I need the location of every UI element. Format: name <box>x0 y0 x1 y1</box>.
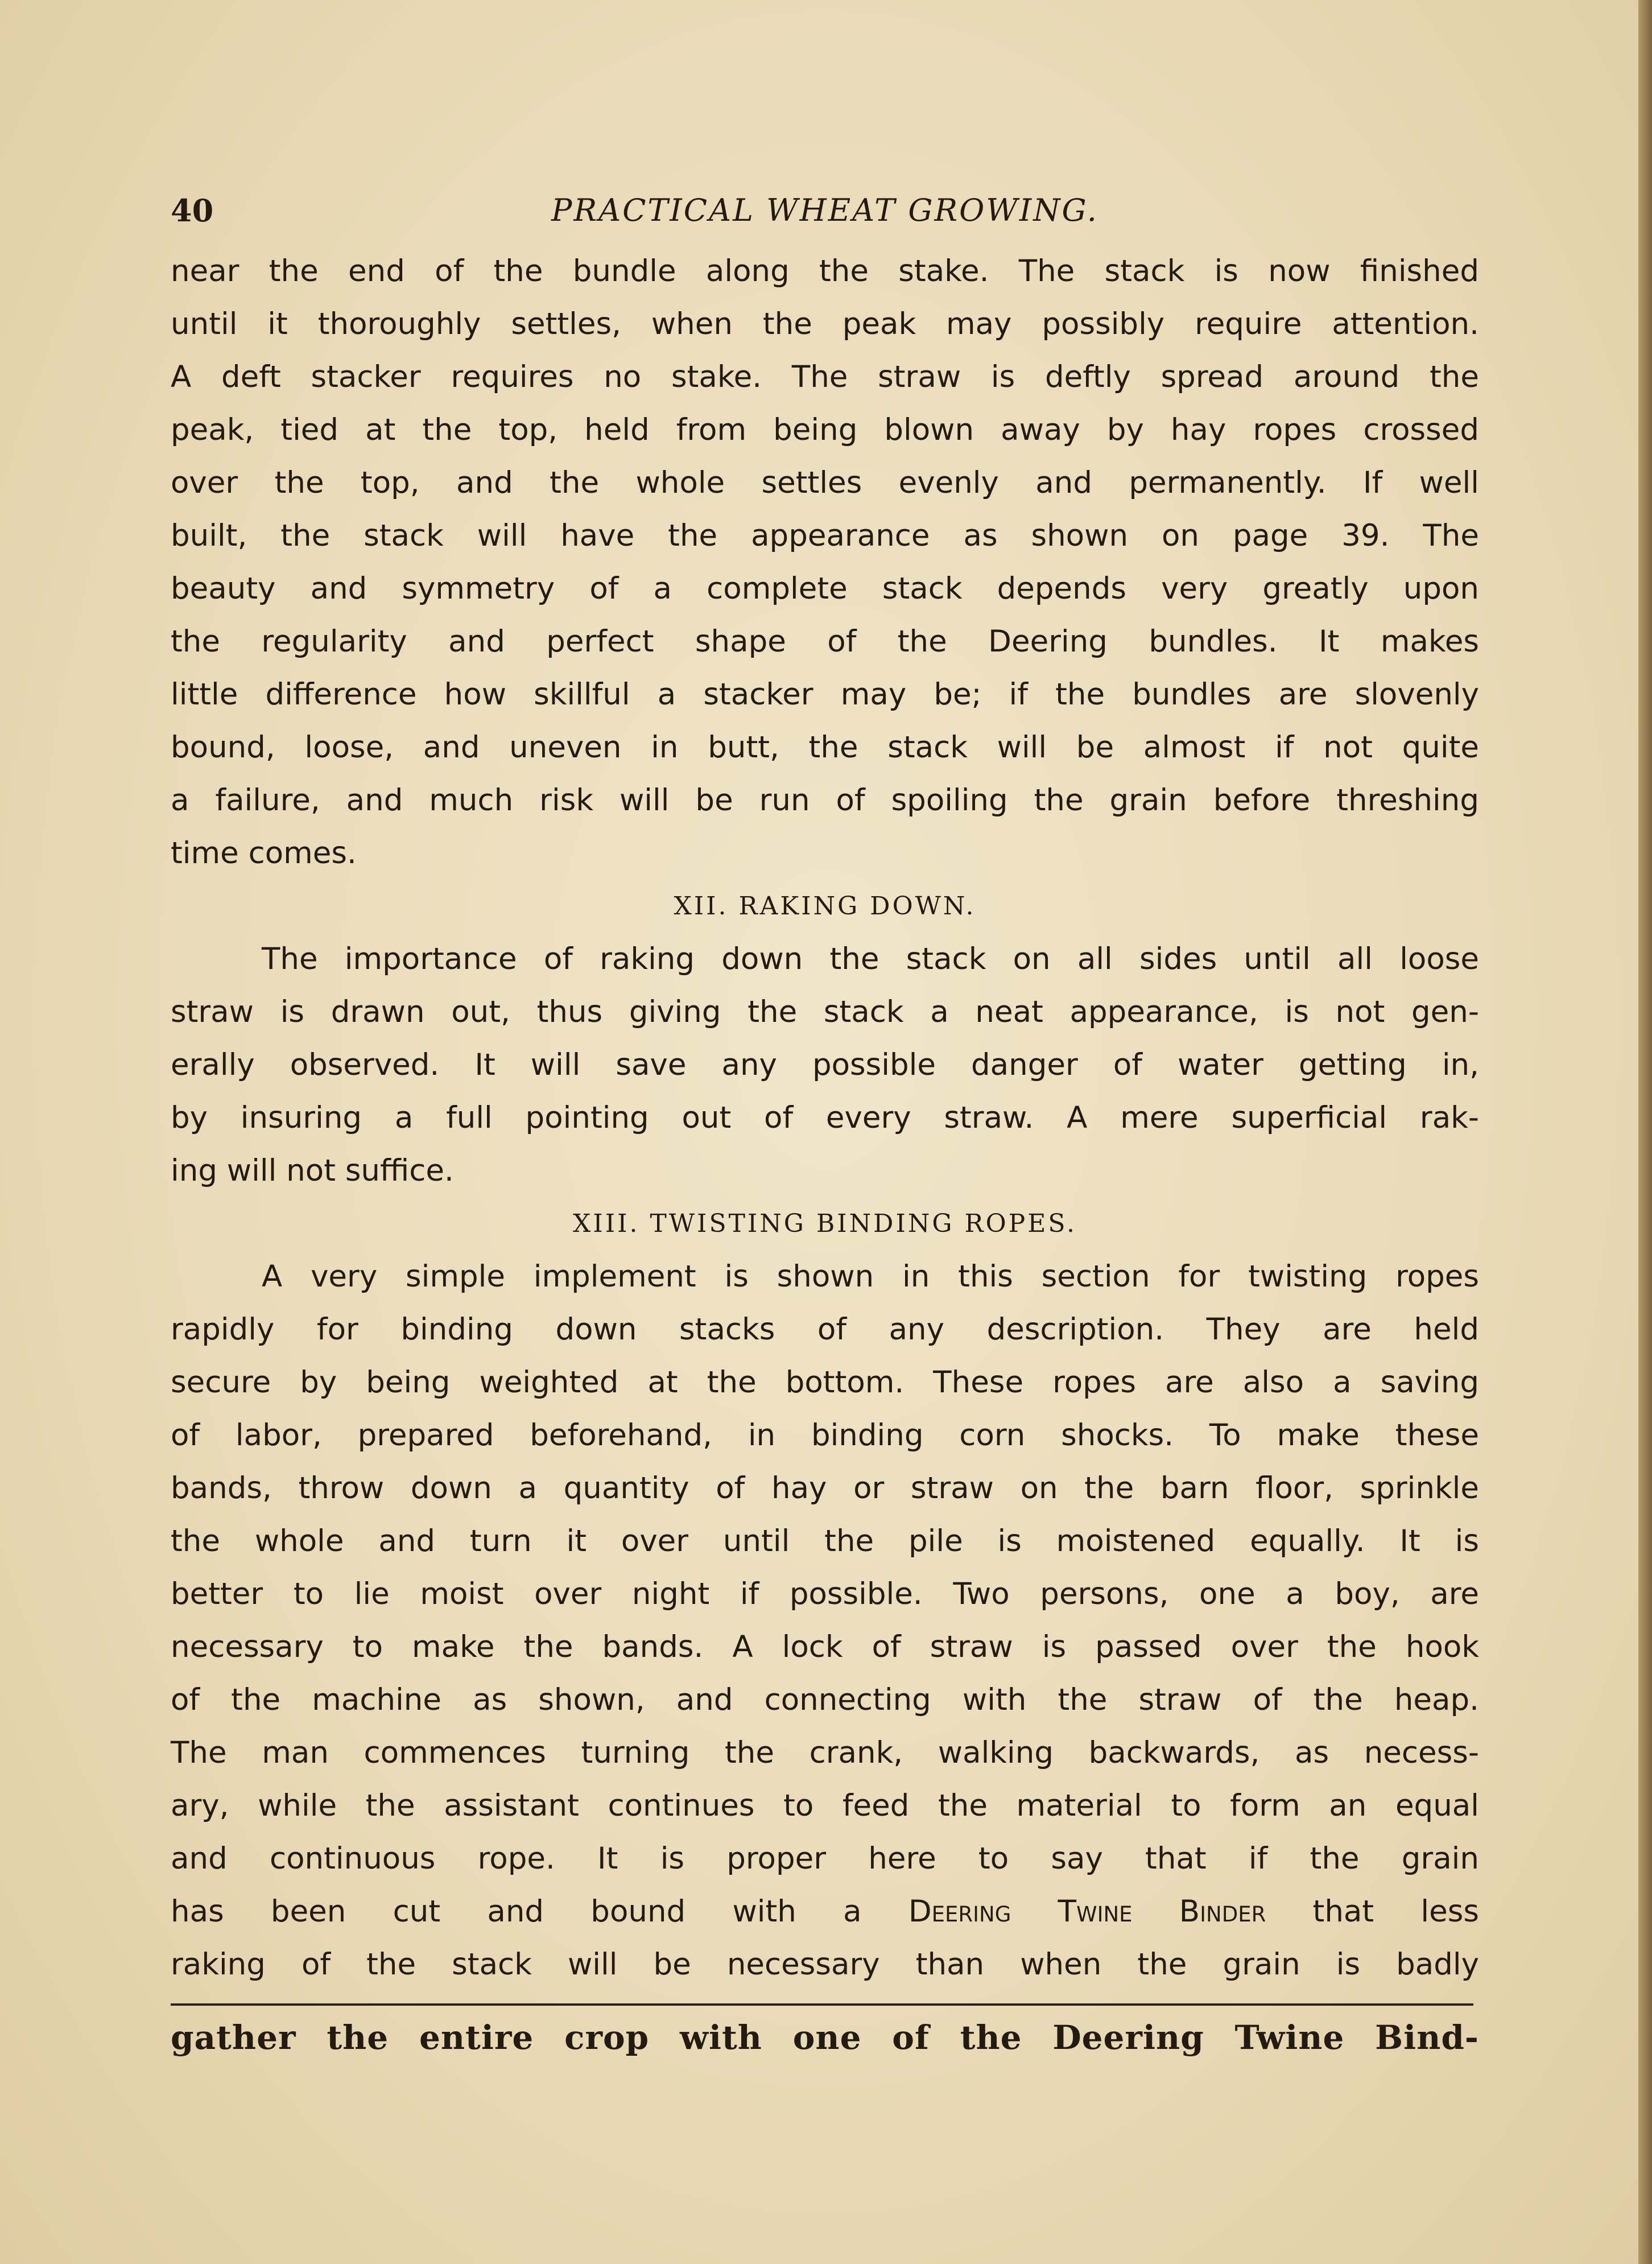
text-line: bound, loose, and uneven in butt, the stack will be almost if not quite <box>171 730 1479 765</box>
deering-twine-binder-small-caps: Deering Twine Binder <box>908 1894 1266 1929</box>
page-number: 40 <box>171 192 214 229</box>
text-fragment: that less <box>1266 1894 1479 1929</box>
footer-rule <box>171 2003 1473 2006</box>
text-line: near the end of the bundle along the stake. The stack is now finished <box>171 254 1479 288</box>
body-text <box>171 245 1479 1991</box>
text-line: until it thoroughly settles, when the peak may possibly require attention. <box>171 307 1479 341</box>
text-line: rapidly for binding down stacks of any description. They are held <box>171 1312 1479 1347</box>
text-line: A deft stacker requires no stake. The straw is deftly spread around the <box>171 360 1479 394</box>
text-line: ary, while the assistant continues to feed the material to form an equal <box>171 1788 1479 1823</box>
text-line: by insuring a full pointing out of every straw. A mere superficial rak- <box>171 1100 1479 1135</box>
text-line: time comes. <box>171 836 357 871</box>
text-line: peak, tied at the top, held from being blown away by hay ropes crossed <box>171 413 1479 447</box>
footer-advertisement: gather the entire crop with one of the Deering Twine Bind- <box>171 2018 1479 2057</box>
text-line: built, the stack will have the appearance as shown on page 39. The <box>171 518 1479 553</box>
book-title: PRACTICAL WHEAT GROWING. <box>551 192 1098 228</box>
text-fragment: has been cut and bound with a <box>171 1894 908 1929</box>
text-line: beauty and symmetry of a complete stack depends very greatly upon <box>171 571 1479 606</box>
text-line: little difference how skillful a stacker may be; if the bundles are slovenly <box>171 677 1479 712</box>
text-line: straw is drawn out, thus giving the stack a neat appearance, is not gen- <box>171 995 1479 1029</box>
page-content <box>171 182 1479 2066</box>
text-line: secure by being weighted at the bottom. These ropes are also a saving <box>171 1365 1479 1400</box>
text-line: raking of the stack will be necessary than when the grain is badly <box>171 1947 1479 1982</box>
text-line: a failure, and much risk will be run of spoiling the grain before threshing <box>171 783 1479 818</box>
text-line: and continuous rope. It is proper here to say that if the grain <box>171 1841 1479 1876</box>
text-line: bands, throw down a quantity of hay or straw on the barn floor, sprinkle <box>171 1471 1479 1506</box>
text-line: over the top, and the whole settles evenly and permanently. If well <box>171 465 1479 500</box>
text-line: erally observed. It will save any possible danger of water getting in, <box>171 1048 1479 1082</box>
section-heading-twisting-binding-ropes: XIII. TWISTING BINDING ROPES. <box>573 1209 1077 1238</box>
text-line: The importance of raking down the stack on all sides until all loose <box>262 942 1479 976</box>
text-line: the whole and turn it over until the pile is moistened equally. It is <box>171 1524 1479 1558</box>
section-heading-raking-down: XII. RAKING DOWN. <box>674 892 976 921</box>
text-line: ing will not suffice. <box>171 1153 454 1188</box>
page-edge <box>1638 0 1652 2264</box>
text-line <box>171 1885 1479 1938</box>
text-line: better to lie moist over night if possible. Two persons, one a boy, are <box>171 1577 1479 1611</box>
running-head <box>171 182 1479 245</box>
text-line: of the machine as shown, and connecting with the straw of the heap. <box>171 1682 1479 1717</box>
text-line: necessary to make the bands. A lock of straw is passed over the hook <box>171 1630 1479 1664</box>
text-line: A very simple implement is shown in this section for twisting ropes <box>262 1259 1479 1294</box>
text-line: the regularity and perfect shape of the Deering bundles. It makes <box>171 624 1479 659</box>
text-line: The man commences turning the crank, walking backwards, as necess- <box>171 1735 1479 1770</box>
text-line: of labor, prepared beforehand, in binding corn shocks. To make these <box>171 1418 1479 1453</box>
